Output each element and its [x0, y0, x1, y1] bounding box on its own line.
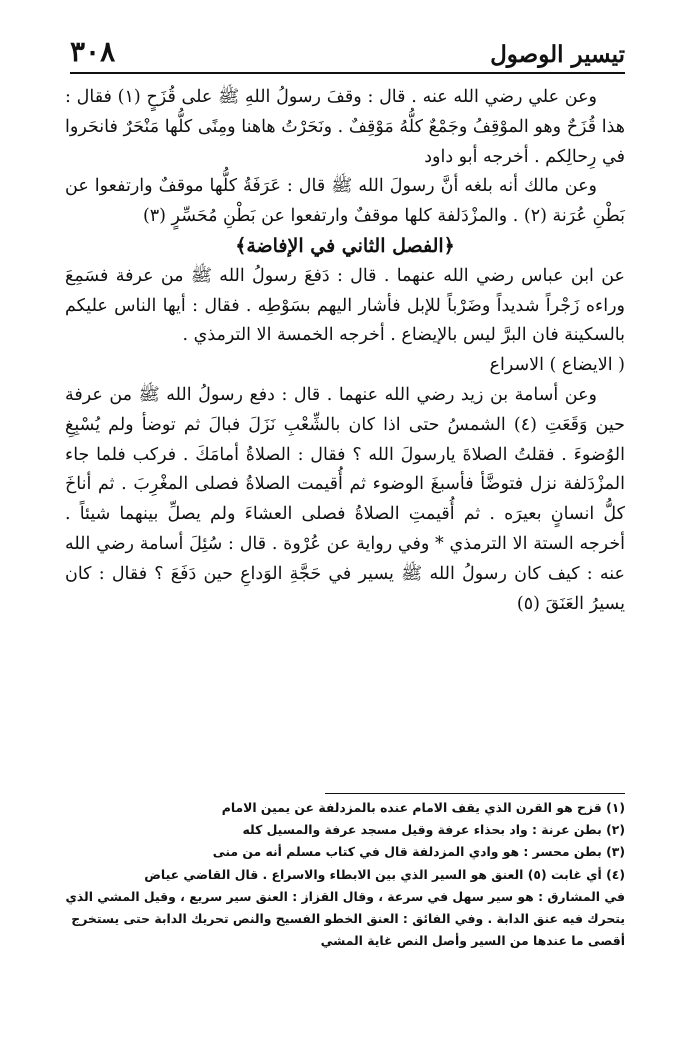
paragraph-ibn-abbas-hadith: عن ابن عباس رضي الله عنهما . قال : دَفعَ رسولُ الله ﷺ من عرفة فسَمِعَ وراءه زَجْراً شديداً وضَرْباً للإبل فأشار اليهم بسَوْطِه . فقال : أيها الناس عليكم بالسكينة فان البرَّ ليس بالإيضاع . أخرجه الخمسة الا الترمذي .: [65, 265, 625, 346]
page-header: [70, 28, 625, 68]
main-text: [65, 83, 625, 619]
footnote-line: (٣) بطن محسر : هو وادي المزدلفة قال في كتاب مسلم أنه من منى: [212, 844, 625, 860]
footnote-line: في المشارق : هو سير سهل في سرعة ، وقال القزاز : العنق سير سريع ، وقيل المشي الذي: [65, 888, 625, 904]
paragraph-ali-hadith: وعن علي رضي الله عنه . قال : وقفَ رسولُ اللهِ ﷺ على قُزَحٍ (١) فقال : هذا قُزَحٌ وهو الموْقِفُ وجَمْعٌ كلُّهُ مَوْقِفٌ . ونَحَرْتُ هاهنا ومِنًى كلُّها مَنْحَرٌ فانحَروا في رِحالِكم . أخرجه أبو داود: [65, 87, 625, 167]
footnotes: [65, 797, 625, 952]
footnote-line: يتحرك فيه عنق الدابة . وفي الفائق : العنق الخطو الفسيح والنص تحريك الدابة حتى يستخرج: [71, 911, 625, 927]
footnote-line: (١) قزح هو القرن الذي يقف الامام عنده بالمزدلفة عن يمين الامام: [221, 800, 625, 815]
footnote-rule: [325, 793, 625, 794]
paragraph-glossary: ( الايضاع ) الاسراع: [489, 355, 625, 376]
paragraph-usama-hadith: وعن أسامة بن زيد رضي الله عنهما . قال : دفع رسولُ الله ﷺ من عرفة حين وَقَعَتِ (٤) الشمسُ حتى اذا كان بالشِّعْبِ نَزَلَ فبالَ ثم توضأ ولم يُسْبِغِ الوُضوءَ . فقلتُ الصلاةَ يارسولَ الله ؟ فقال : الصلاةُ أمامَكَ . فركب فلما جاء المزْدَلفة نزل فتوضَّأ فأسبغَ الوضوء ثم أُقيمت الصلاةُ فصلى المغْرِبَ . ثم أناخَ كلُّ انسانٍ بعيرَه . ثم أُقيمتِ الصلاةُ فصلى العشاءَ ولم يصلِّ بينهما شيئاً . أخرجه الستة الا الترمذي * وفي رواية عن عُرْوة . قال : سُئِلَ أسامة رضي الله عنه : كيف كان رسولُ الله ﷺ يسير في حَجَّةِ الوَداعِ حين دَفَعَ ؟ فقال : كان يسيرُ العَنَقَ (٥): [65, 384, 625, 614]
footnote-line: (٤) أي غابت (٥) العنق هو السير الذي بين الابطاء والاسراع . قال القاضي عياض: [144, 866, 625, 882]
header-rule: [70, 72, 625, 74]
running-title: تيسير الوصول: [490, 41, 625, 68]
section-heading: ﴿الفصل الثاني في الإفاضة﴾: [235, 234, 455, 257]
paragraph-malik-hadith: وعن مالك أنه بلغه أنَّ رسولَ الله ﷺ قال : عَرَفَةُ كلُّها موقفٌ وارتفعوا عن بَطْنِ عُرَنة (٢) . والمزْدَلفة كلها موقفٌ وارتفعوا عن بَطْنِ مُحَسِّرٍ (٣): [65, 176, 625, 227]
footnote-line: أقصى ما عندها من السير وأصل النص غاية المشي: [320, 933, 625, 949]
page-number: ٣٠٨: [70, 35, 116, 68]
footnote-line: (٢) بطن عرنة : واد بحذاء عرفة وقيل مسجد عرفة والمسيل كله: [242, 822, 625, 838]
